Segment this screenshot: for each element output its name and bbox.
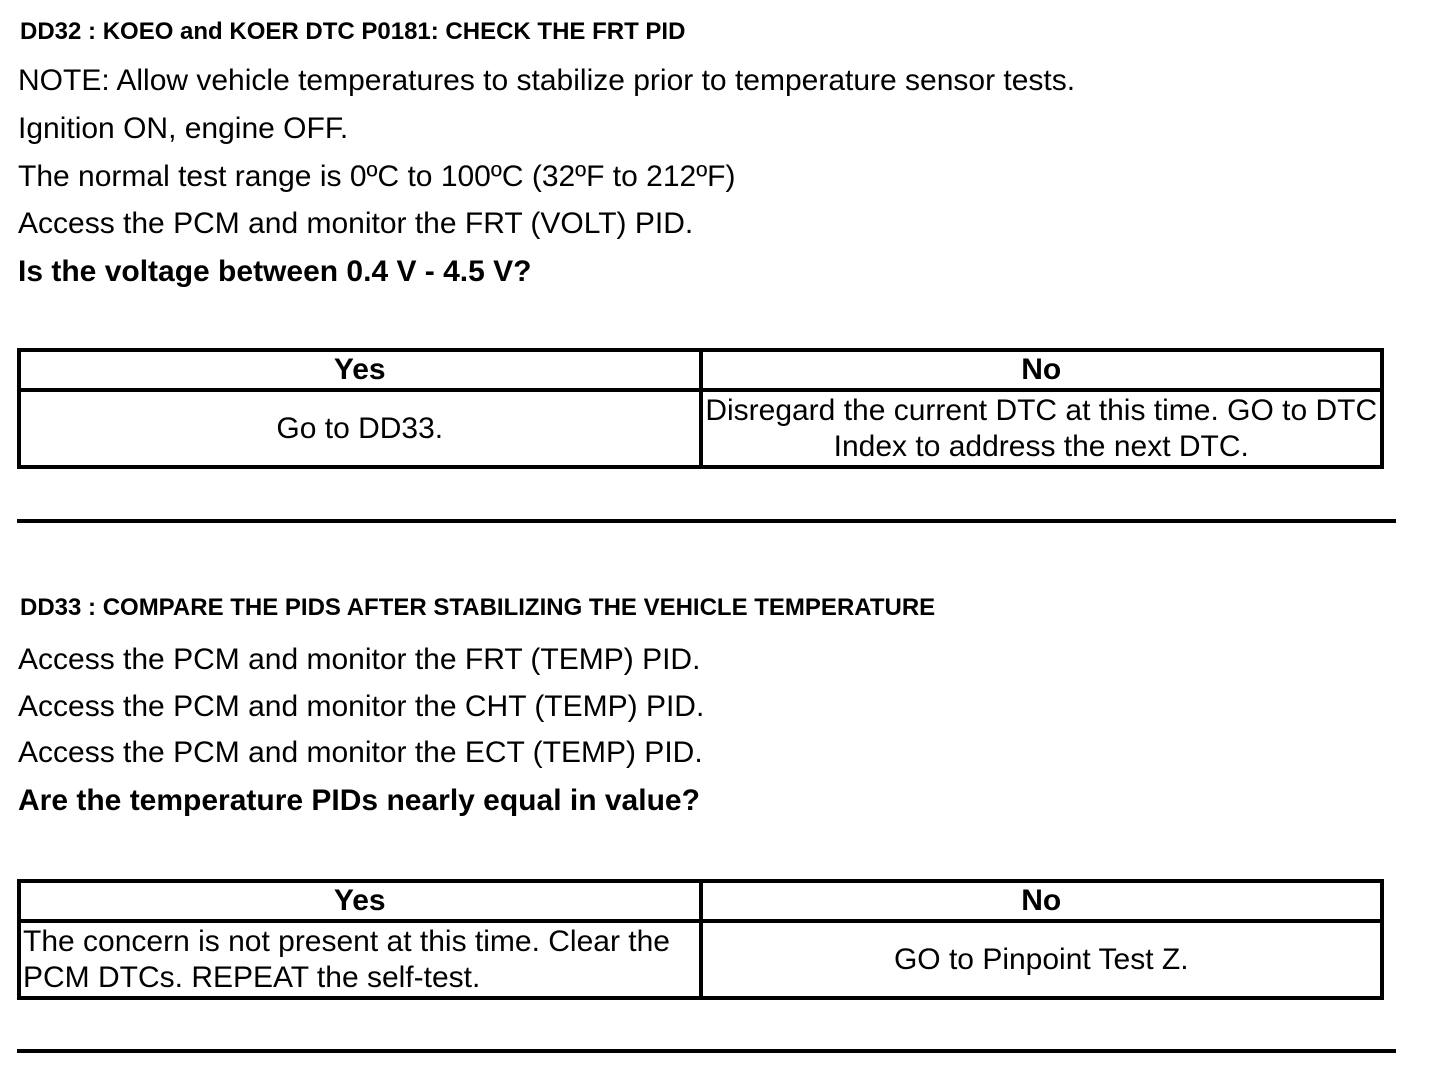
dd32-access-line: Access the PCM and monitor the FRT (VOLT) PID. [18,207,694,240]
no-header: No [701,881,1383,921]
table-row [19,921,1382,998]
no-cell: Disregard the current DTC at this time. GO to DTC Index to address the next DTC. [701,390,1383,467]
yes-cell: Go to DD33. [19,390,701,467]
yes-cell: The concern is not present at this time. Clear the PCM DTCs. REPEAT the self-test. [19,921,701,998]
yes-header: Yes [19,881,701,921]
dd33-answer-table [17,879,1384,1000]
table-header-row [19,881,1382,921]
yes-header: Yes [19,350,701,390]
dd33-question: Are the temperature PIDs nearly equal in value? [18,784,700,817]
dd32-note-line: NOTE: Allow vehicle temperatures to stabilize prior to temperature sensor tests. [18,64,1076,97]
no-cell: GO to Pinpoint Test Z. [701,921,1383,998]
dd33-ect-line: Access the PCM and monitor the ECT (TEMP) PID. [18,736,703,769]
dd32-range-line: The normal test range is 0ºC to 100ºC (32ºF to 212ºF) [18,160,736,193]
dd32-heading: DD32 : KOEO and KOER DTC P0181: CHECK THE FRT PID [20,18,686,45]
dd33-cht-line: Access the PCM and monitor the CHT (TEMP) PID. [18,690,705,723]
dd32-answer-table [17,348,1384,469]
dd32-ignition-line: Ignition ON, engine OFF. [18,112,349,145]
table-row [19,390,1382,467]
dd33-frt-line: Access the PCM and monitor the FRT (TEMP) PID. [18,643,701,676]
dd32-question: Is the voltage between 0.4 V - 4.5 V? [18,255,532,288]
section-divider [17,1049,1396,1053]
no-header: No [701,350,1383,390]
table-header-row [19,350,1382,390]
dd33-heading: DD33 : COMPARE THE PIDS AFTER STABILIZING THE VEHICLE TEMPERATURE [20,594,936,621]
section-divider [17,519,1396,523]
